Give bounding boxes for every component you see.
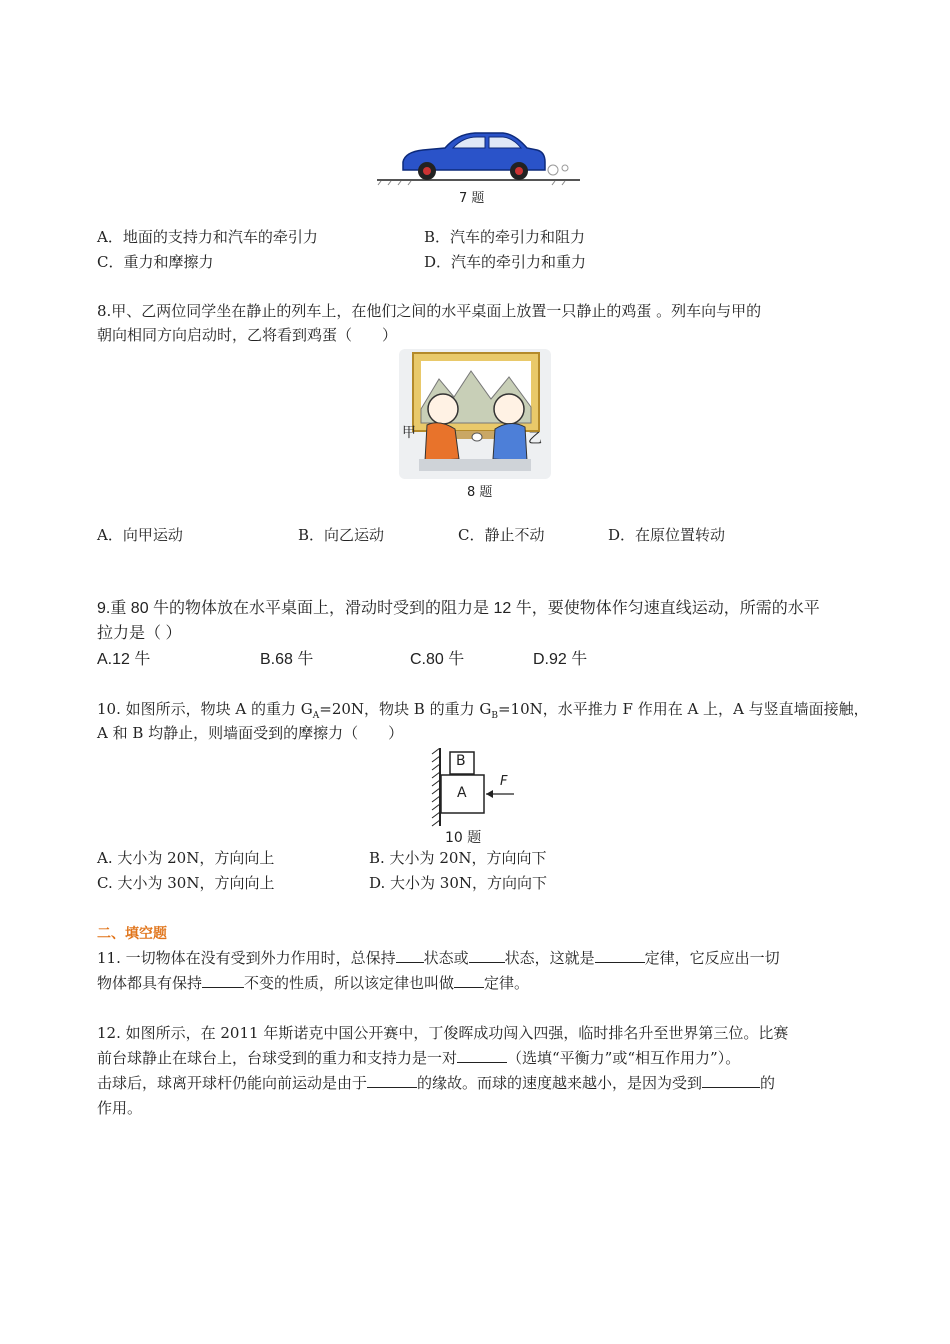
q11-text-part7: 定律。 xyxy=(484,974,530,992)
q10-option-c: C. 大小为 30N，方向向上 xyxy=(97,874,275,892)
section-title-fill-in: 二、填空题 xyxy=(97,926,167,942)
q8-label-yi: 乙 xyxy=(528,431,542,447)
q12-text-part1: 前台球静止在球台上，台球受到的重力和支持力是一对 xyxy=(97,1049,458,1067)
q10-sub-a: A xyxy=(312,711,320,721)
q8-caption: 8 题 xyxy=(467,485,493,500)
q10-block-figure xyxy=(430,748,530,828)
q10-option-b: B. 大小为 20N，方向向下 xyxy=(369,849,547,867)
q11-blank-3[interactable] xyxy=(595,948,645,963)
q12-text-line1: 12. 如图所示，在 2011 年斯诺克中国公开赛中，丁俊晖成功闯入四强，临时排名升至世界第三位。比赛 xyxy=(97,1024,789,1042)
q9-text-line1: 9.重 80 牛的物体放在水平桌面上，滑动时受到的阻力是 12 牛，要使物体作匀速直线运动，所需的水平 xyxy=(97,600,820,617)
q10-text-part3: =10N，水平推力 F 作用在 A 上，A 与竖直墙面接触， xyxy=(497,700,869,718)
q8-text-line2: 朝向相同方向启动时，乙将看到鸡蛋（ ） xyxy=(97,326,398,344)
q12-text-part2: （选填“平衡力”或“相互作用力”）。 xyxy=(507,1049,741,1067)
q7-option-b: B．汽车的牵引力和阻力 xyxy=(424,228,586,246)
q11-blank-1[interactable] xyxy=(396,948,424,963)
q8-option-a: A．向甲运动 xyxy=(97,526,183,544)
q7-car-figure xyxy=(375,128,585,188)
q10-label-a: A xyxy=(457,785,467,801)
q10-option-a: A. 大小为 20N，方向向上 xyxy=(97,849,275,867)
q9-option-c: C.80 牛 xyxy=(410,651,465,668)
q10-option-d: D. 大小为 30N，方向向下 xyxy=(369,874,548,892)
q7-option-c: C．重力和摩擦力 xyxy=(97,253,214,271)
q11-text-part5: 物体都具有保持 xyxy=(97,974,203,992)
q10-sub-b: B xyxy=(491,711,498,721)
q10-text-line2: A 和 B 均静止，则墙面受到的摩擦力（ ） xyxy=(97,724,404,742)
q8-text-line1: 8.甲、乙两位同学坐在静止的列车上，在他们之间的水平桌面上放置一只静止的鸡蛋 。列车向与甲的 xyxy=(97,302,762,320)
q12-text-part5: 的 xyxy=(760,1074,776,1092)
q7-option-d: D．汽车的牵引力和重力 xyxy=(424,253,587,271)
q10-caption: 10 题 xyxy=(445,830,482,846)
q8-train-figure xyxy=(399,349,551,479)
wall-blocks-diagram xyxy=(430,748,530,828)
q10-text-part2: =20N，物块 B 的重力 G xyxy=(319,700,492,718)
q11-blank-2[interactable] xyxy=(469,948,505,963)
q12-blank-2[interactable] xyxy=(367,1073,417,1088)
q12-text-part3: 击球后，球离开球杆仍能向前运动是由于 xyxy=(97,1074,368,1092)
q12-text-line3 xyxy=(97,1071,775,1095)
q9-option-b: B.68 牛 xyxy=(260,651,314,668)
q8-option-d: D．在原位置转动 xyxy=(608,526,726,544)
q9-option-a: A.12 牛 xyxy=(97,651,151,668)
car-illustration xyxy=(375,128,585,188)
q10-label-f: F xyxy=(500,774,508,789)
q11-text-part3: 状态，这就是 xyxy=(504,949,595,967)
q11-text-part4: 定律，它反应出一切 xyxy=(644,949,780,967)
q7-caption: 7 题 xyxy=(459,191,485,206)
q11-text-part1: 11. 一切物体在没有受到外力作用时，总保持 xyxy=(97,949,396,967)
q12-blank-1[interactable] xyxy=(457,1048,507,1063)
q11-text-line1 xyxy=(97,946,780,970)
q11-text-line2 xyxy=(97,971,529,995)
train-passengers-illustration xyxy=(399,349,551,479)
q8-label-jia: 甲 xyxy=(402,425,416,441)
q12-blank-3[interactable] xyxy=(702,1073,760,1088)
q8-option-b: B．向乙运动 xyxy=(298,526,385,544)
q8-option-c: C．静止不动 xyxy=(458,526,545,544)
q7-option-a: A．地面的支持力和汽车的牵引力 xyxy=(97,228,318,246)
q11-blank-5[interactable] xyxy=(454,973,484,988)
q9-text-line2: 拉力是（ ） xyxy=(97,625,182,642)
q12-text-line2 xyxy=(97,1046,740,1070)
q9-option-d: D.92 牛 xyxy=(533,651,588,668)
q11-text-part2: 状态或 xyxy=(423,949,469,967)
q10-label-b: B xyxy=(456,753,466,769)
q11-blank-4[interactable] xyxy=(202,973,244,988)
q11-text-part6: 不变的性质，所以该定律也叫做 xyxy=(244,974,455,992)
q12-text-line4: 作用。 xyxy=(97,1099,143,1117)
q10-text-part1: 10. 如图所示，物块 A 的重力 G xyxy=(97,700,313,718)
q12-text-part4: 的缘故。而球的速度越来越小，是因为受到 xyxy=(417,1074,703,1092)
